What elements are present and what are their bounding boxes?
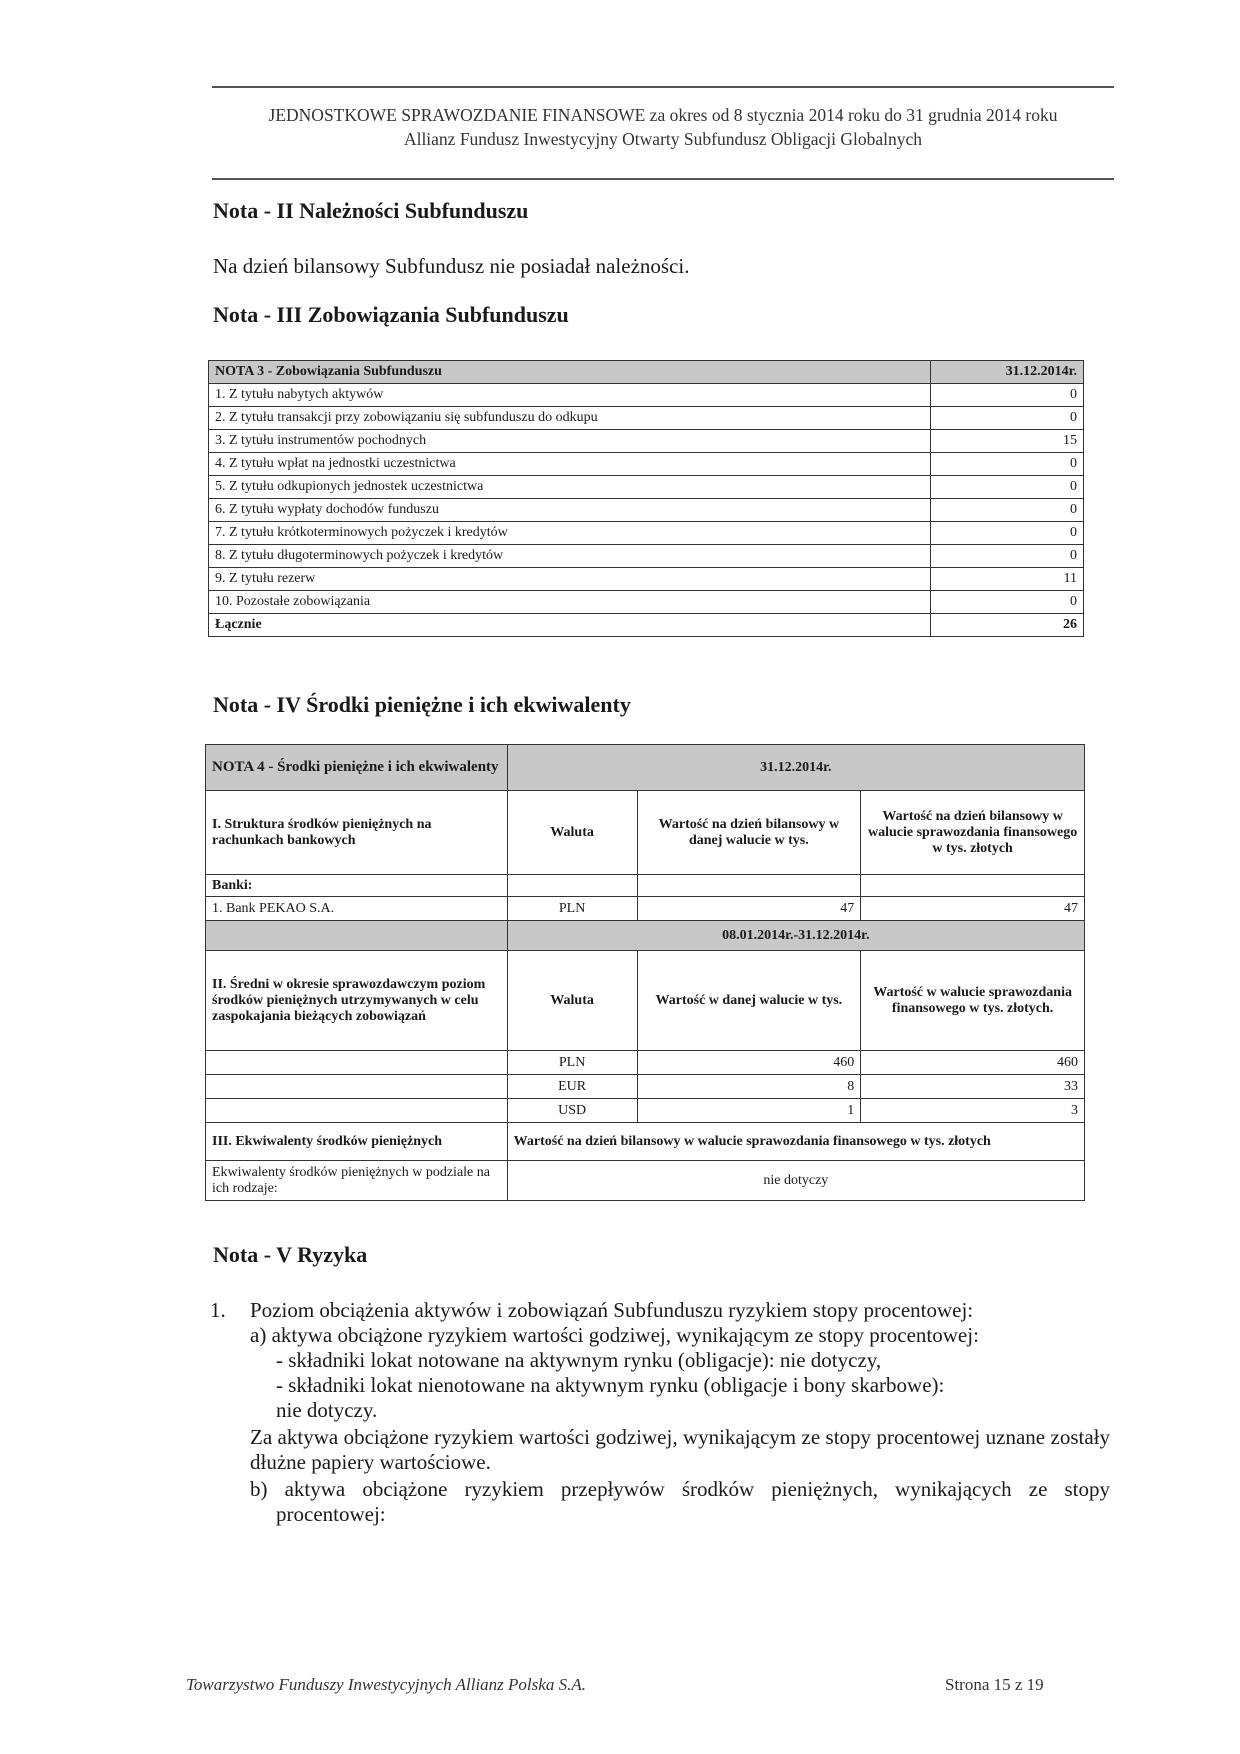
row-value: 0	[931, 591, 1084, 614]
row-label: 6. Z tytułu wypłaty dochodów funduszu	[209, 499, 931, 522]
report-header-line2: Allianz Fundusz Inwestycyjny Otwarty Subfundusz Obligacji Globalnych	[403, 129, 923, 149]
total-value: 26	[931, 614, 1084, 637]
nota4-date2: 08.01.2014r.-31.12.2014r.	[507, 921, 1084, 951]
nota5-list	[250, 1298, 1110, 1527]
nota4-date1: 31.12.2014r.	[507, 745, 1084, 791]
nota3-table-title: NOTA 3 - Zobowiązania Subfunduszu	[209, 361, 931, 384]
table-row	[209, 568, 1084, 591]
sec3-label: III. Ekwiwalenty środków pieniężnych	[206, 1123, 508, 1161]
avg-currency: PLN	[507, 1051, 637, 1075]
nota2-title: Nota - II Należności Subfunduszu	[213, 198, 529, 223]
col-val-pln-2: Wartość w walucie sprawozdania finansowego w tys. złotych.	[861, 951, 1085, 1051]
row-label: 3. Z tytułu instrumentów pochodnych	[209, 430, 931, 453]
row-label: 8. Z tytułu długoterminowych pożyczek i kredytów	[209, 545, 931, 568]
avg-value-cur: 1	[637, 1099, 861, 1123]
table-row	[209, 384, 1084, 407]
avg-value-cur: 8	[637, 1075, 861, 1099]
nota4-title: Nota - IV Środki pieniężne i ich ekwiwalenty	[213, 692, 631, 717]
row-value: 0	[931, 545, 1084, 568]
table-row	[206, 897, 1085, 921]
bank-value-pln: 47	[861, 897, 1085, 921]
nota5-a2: - składniki lokat nienotowane na aktywnym rynku (obligacje i bony skarbowe):	[276, 1373, 945, 1397]
col-val-cur-2: Wartość w danej walucie w tys.	[637, 951, 861, 1051]
banks-label: Banki:	[206, 875, 508, 897]
bank-value-cur: 47	[637, 897, 861, 921]
row-label: 2. Z tytułu transakcji przy zobowiązaniu się subfunduszu do odkupu	[209, 407, 931, 430]
row-label: 4. Z tytułu wpłat na jednostki uczestnictwa	[209, 453, 931, 476]
row-value: 0	[931, 499, 1084, 522]
table-row	[206, 1051, 1085, 1075]
nota3-title: Nota - III Zobowiązania Subfunduszu	[213, 302, 569, 327]
nota4-table	[205, 744, 1085, 1201]
avg-currency: EUR	[507, 1075, 637, 1099]
nota2-text: Na dzień bilansowy Subfundusz nie posiadał należności.	[213, 254, 690, 278]
nota5-para: Za aktywa obciążone ryzykiem wartości godziwej, wynikającym ze stopy procentowej uznane zostały dłużne papiery wartościowe.	[250, 1425, 1110, 1474]
header-top-rule	[212, 86, 1114, 88]
table-row	[209, 476, 1084, 499]
nota3-table-date: 31.12.2014r.	[931, 361, 1084, 384]
nota5-a: a) aktywa obciążone ryzykiem wartości godziwej, wynikającym ze stopy procentowej:	[250, 1323, 979, 1347]
table-row	[209, 453, 1084, 476]
col-val-pln: Wartość na dzień bilansowy w walucie sprawozdania finansowego w tys. złotych	[861, 791, 1085, 875]
nota5-item1-num: 1.	[210, 1298, 226, 1322]
nota3-table	[208, 360, 1084, 637]
nota4-table-title: NOTA 4 - Środki pieniężne i ich ekwiwalenty	[206, 745, 508, 791]
avg-currency: USD	[507, 1099, 637, 1123]
row-label: 1. Z tytułu nabytych aktywów	[209, 384, 931, 407]
equiv-value: nie dotyczy	[507, 1161, 1084, 1201]
col-val-cur: Wartość na dzień bilansowy w danej walucie w tys.	[637, 791, 861, 875]
header-bottom-rule	[212, 178, 1114, 180]
row-label: 9. Z tytułu rezerw	[209, 568, 931, 591]
row-value: 15	[931, 430, 1084, 453]
bank-currency: PLN	[507, 897, 637, 921]
table-row	[206, 1075, 1085, 1099]
nota5-a1: - składniki lokat notowane na aktywnym rynku (obligacje): nie dotyczy,	[276, 1348, 882, 1372]
table-row	[209, 499, 1084, 522]
avg-value-pln: 3	[861, 1099, 1085, 1123]
col-waluta-2: Waluta	[507, 951, 637, 1051]
row-value: 11	[931, 568, 1084, 591]
row-value: 0	[931, 476, 1084, 499]
avg-value-pln: 460	[861, 1051, 1085, 1075]
bank-name: 1. Bank PEKAO S.A.	[206, 897, 508, 921]
nota5-item1: Poziom obciążenia aktywów i zobowiązań Subfunduszu ryzykiem stopy procentowej:	[250, 1298, 974, 1322]
row-value: 0	[931, 522, 1084, 545]
row-value: 0	[931, 384, 1084, 407]
row-value: 0	[931, 453, 1084, 476]
table-row-total	[209, 614, 1084, 637]
col-waluta: Waluta	[507, 791, 637, 875]
row-label: 5. Z tytułu odkupionych jednostek uczestnictwa	[209, 476, 931, 499]
table-row	[209, 591, 1084, 614]
table-row	[209, 430, 1084, 453]
sec3-header: Wartość na dzień bilansowy w walucie sprawozdania finansowego w tys. złotych	[507, 1123, 1084, 1161]
row-label: 10. Pozostałe zobowiązania	[209, 591, 931, 614]
total-label: Łącznie	[209, 614, 931, 637]
report-header-line1: JEDNOSTKOWE SPRAWOZDANIE FINANSOWE za okres od 8 stycznia 2014 roku do 31 grudnia 2014 roku	[268, 105, 1058, 125]
footer-company: Towarzystwo Funduszy Inwestycyjnych Allianz Polska S.A.	[186, 1675, 586, 1694]
row-label: 7. Z tytułu krótkoterminowych pożyczek i kredytów	[209, 522, 931, 545]
avg-value-cur: 460	[637, 1051, 861, 1075]
nota5-a2b: nie dotyczy.	[276, 1398, 378, 1422]
row-value: 0	[931, 407, 1084, 430]
nota5-title: Nota - V Ryzyka	[213, 1242, 368, 1267]
footer-page-number: Strona 15 z 19	[945, 1675, 1044, 1694]
table-row	[209, 545, 1084, 568]
table-row	[206, 1099, 1085, 1123]
sec1-label: I. Struktura środków pieniężnych na rachunkach bankowych	[206, 791, 508, 875]
equiv-label: Ekwiwalenty środków pieniężnych w podziale na ich rodzaje:	[206, 1161, 508, 1201]
sec2-label: II. Średni w okresie sprawozdawczym poziom środków pieniężnych utrzymywanych w celu zaspokajania bieżących zobowiązań	[206, 951, 508, 1051]
avg-value-pln: 33	[861, 1075, 1085, 1099]
table-row	[209, 407, 1084, 430]
table-row	[209, 522, 1084, 545]
nota5-b: b) aktywa obciążone ryzykiem przepływów środków pieniężnych, wynikających ze stopy procentowej:	[250, 1477, 1110, 1526]
